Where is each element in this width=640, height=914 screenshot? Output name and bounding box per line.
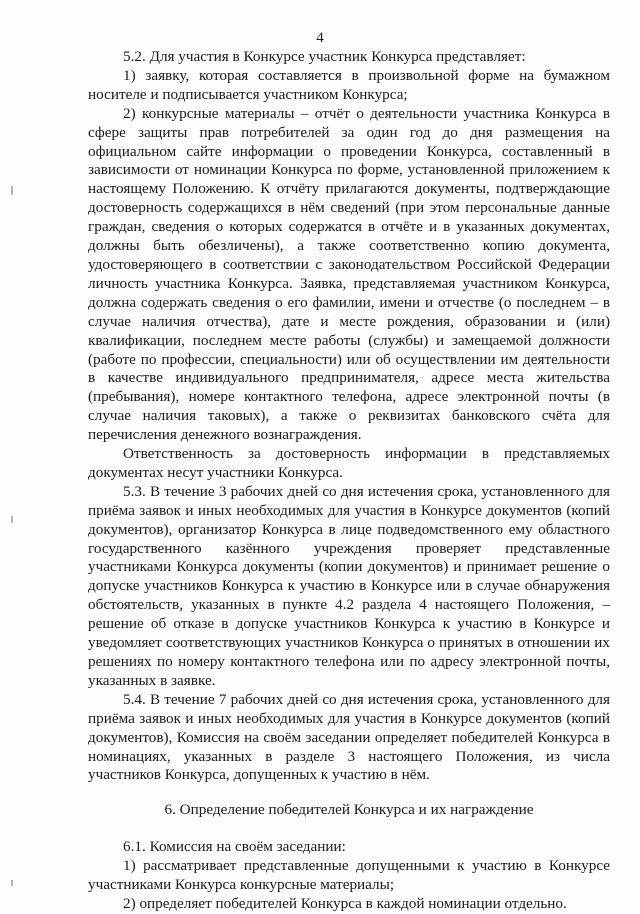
scan-artifact-mark [11, 880, 13, 886]
scan-artifact-mark [11, 516, 13, 523]
paragraph-5-2: 5.2. Для участия в Конкурсе участник Конкурса представляет: [123, 48, 526, 65]
page-number: 4 [316, 30, 324, 46]
paragraph-responsibility: Ответственность за достоверность информации в представляемых документах несут участники Конкурса. [88, 445, 610, 481]
document-body [88, 48, 610, 914]
paragraph-5-3: 5.3. В течение 3 рабочих дней со дня истечения срока, установленного для приёма заявок и иных необходимых для участия в Конкурсе документов (копий документов), организатор Конкурса в лице подведомственного ему областного государственного казённого учреждения проверяет представленные участниками Конкурса документы (копии документов) и принимает решение о допуске участников Конкурса к участию в Конкурсе или в случае обнаружения обстоятельств, указанных в пункте 4.2 раздела 4 настоящего Положения, – решение об отказе в допуске участников Конкурса к участию в Конкурсе и уведомляет соответствующих участников Конкурса о принятых в отношении их решениях по номеру контактного телефона или по адресу электронной почты, указанных в заявке. [88, 482, 610, 689]
paragraph-6-1-item-2: 2) определяет победителей Конкурса в каждой номинации отдельно. [123, 894, 567, 912]
paragraph-5-4: 5.4. В течение 7 рабочих дней со дня истечения срока, установленного для приёма заявок и иных необходимых для участия в Конкурсе документов (копий документов), Комиссия на своём заседании определяет победителей Конкурса в номинациях, указанных в разделе 3 настоящего Положения, из числа участников Конкурса, допущенных к участию в нём. [88, 690, 610, 784]
paragraph-5-2-item-2: 2) конкурсные материалы – отчёт о деятельности участника Конкурса в сфере защиты прав потребителей за один год до дня размещения на официальном сайте информации о проведении Конкурса, составленный в зависимости от номинации Конкурса по форме, установленной приложением к настоящему Положению. К отчёту прилагаются документы, подтверждающие достоверность содержащихся в нём сведений (при этом персональные данные граждан, сведения о которых содержатся в отчёте и в указанных документах, должны быть обезличены), а также соответственно копию документа, удостоверяющего в соответствии с законодательством Российской Федерации личность участника Конкурса. Заявка, представляемая участником Конкурса, должна содержать сведения о его фамилии, имени и отчестве (о последнем – в случае наличия отчества), дате и месте рождения, образовании и (или) квалификации, последнем месте работы (службы) и замещаемой должности (работе по профессии, специальности) или об осуществлении им деятельности в качестве индивидуального предпринимателя, адресе места жительства (пребывания), номере контактного телефона, адресе электронной почты (в случае наличия таковых), а также о реквизитах банковского счёта для перечисления денежного вознаграждения. [88, 104, 610, 444]
paragraph-6-1: 6.1. Комиссия на своём заседании: [123, 838, 346, 856]
section-heading: 6. Определение победителей Конкурса и их награждение [164, 801, 534, 819]
paragraph-6-1-item-1: 1) рассматривает представленные допущенными к участию в Конкурсе участниками Конкурса конкурсные материалы; [88, 857, 610, 894]
scan-artifact-mark [11, 186, 13, 195]
paragraph-5-2-item-1: 1) заявку, которая составляется в произвольной форме на бумажном носителе и подписывается участником Конкурса; [88, 66, 610, 103]
